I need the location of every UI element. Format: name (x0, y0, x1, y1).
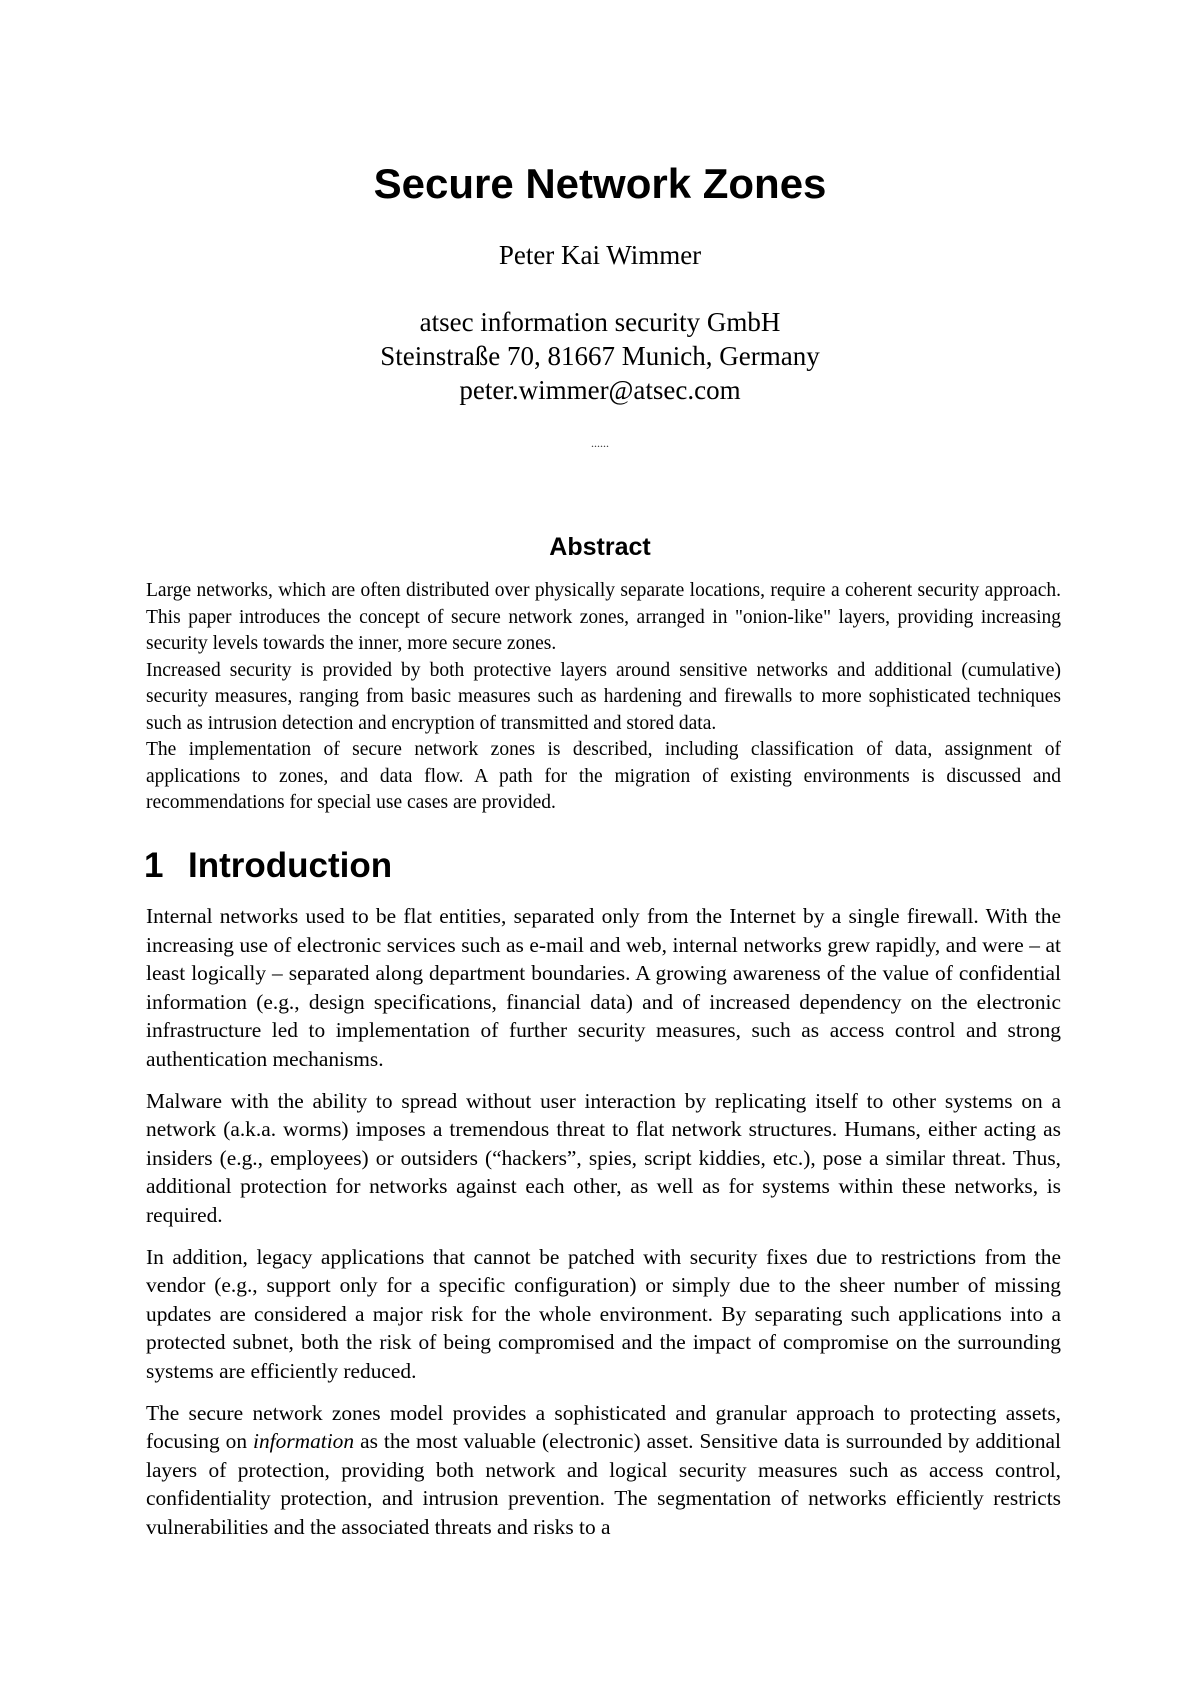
abstract-text (146, 578, 1061, 817)
affiliation-email: peter.wimmer@atsec.com (459, 375, 741, 405)
text-run: as the most valuable (electronic) asset. Sensitive data is surrounded by additional layers of protection, providing both network and logical security measures such as access control, confidentiality protection, and intrusion prevention. The segmentation of networks efficiently restricts vulnerabilities and the associated threats and risks to a (146, 1429, 1061, 1539)
affiliation-organization: atsec information security GmbH (419, 307, 781, 337)
body-paragraph: Internal networks used to be flat entities, separated only from the Internet by a single firewall. With the increasing use of electronic services such as e-mail and web, internal networks grew rapidly, and were – at least logically – separated along department boundaries. A growing awareness of the value of confidential information (e.g., design specifications, financial data) and of increased dependency on the electronic infrastructure led to implementation of further security measures, such as access control and strong authentication mechanisms. (146, 904, 1061, 1071)
body-paragraph: In addition, legacy applications that cannot be patched with security fixes due to restrictions from the vendor (e.g., support only for a specific configuration) or simply due to the sheer number of missing updates are considered a major risk for the whole environment. By separating such applications into a protected subnet, both the risk of being compromised and the impact of compromise on the surrounding systems are efficiently reduced. (146, 1244, 1061, 1383)
section-title: Introduction (188, 846, 393, 885)
body-paragraph: Malware with the ability to spread without user interaction by replicating itself to other systems on a network (a.k.a. worms) imposes a tremendous threat to flat network structures. Humans, either acting as insiders (e.g., employees) or outsiders (“hackers”, spies, script kiddies, etc.), pose a similar threat. Thus, additional protection for networks against each other, as well as for systems within these networks, is required. (146, 1088, 1061, 1227)
author-affiliation (0, 305, 1200, 407)
body-paragraph (146, 1399, 1061, 1542)
affiliation-address: Steinstraße 70, 81667 Munich, Germany (380, 341, 820, 371)
section-body (146, 902, 1061, 1554)
separator-dots: ...... (591, 436, 609, 450)
emphasized-term: information (253, 1429, 355, 1454)
section-heading (144, 843, 1044, 889)
abstract-heading: Abstract (549, 533, 651, 561)
abstract-paragraph: Large networks, which are often distributed over physically separate locations, require a coherent security approach. This paper introduces the concept of secure network zones, arranged in "onion-like" layers, providing increasing security levels towards the inner, more secure zones. (146, 580, 1061, 654)
abstract-paragraph: Increased security is provided by both protective layers around sensitive networks and additional (cumulative) security measures, ranging from basic measures such as hardening and firewalls to more sophisticated techniques such as intrusion detection and encryption of transmitted and stored data. (146, 659, 1061, 734)
abstract-paragraph: The implementation of secure network zones is described, including classification of data, assignment of applications to zones, and data flow. A path for the migration of existing environments is discussed and recommendations for special use cases are provided. (146, 739, 1061, 813)
text-run: The secure network zones model provides a sophisticated and granular approach to protecting assets, focusing on (146, 1400, 1061, 1454)
section-number: 1 (144, 846, 164, 885)
paper-title: Secure Network Zones (373, 160, 827, 207)
author-name: Peter Kai Wimmer (498, 240, 702, 270)
